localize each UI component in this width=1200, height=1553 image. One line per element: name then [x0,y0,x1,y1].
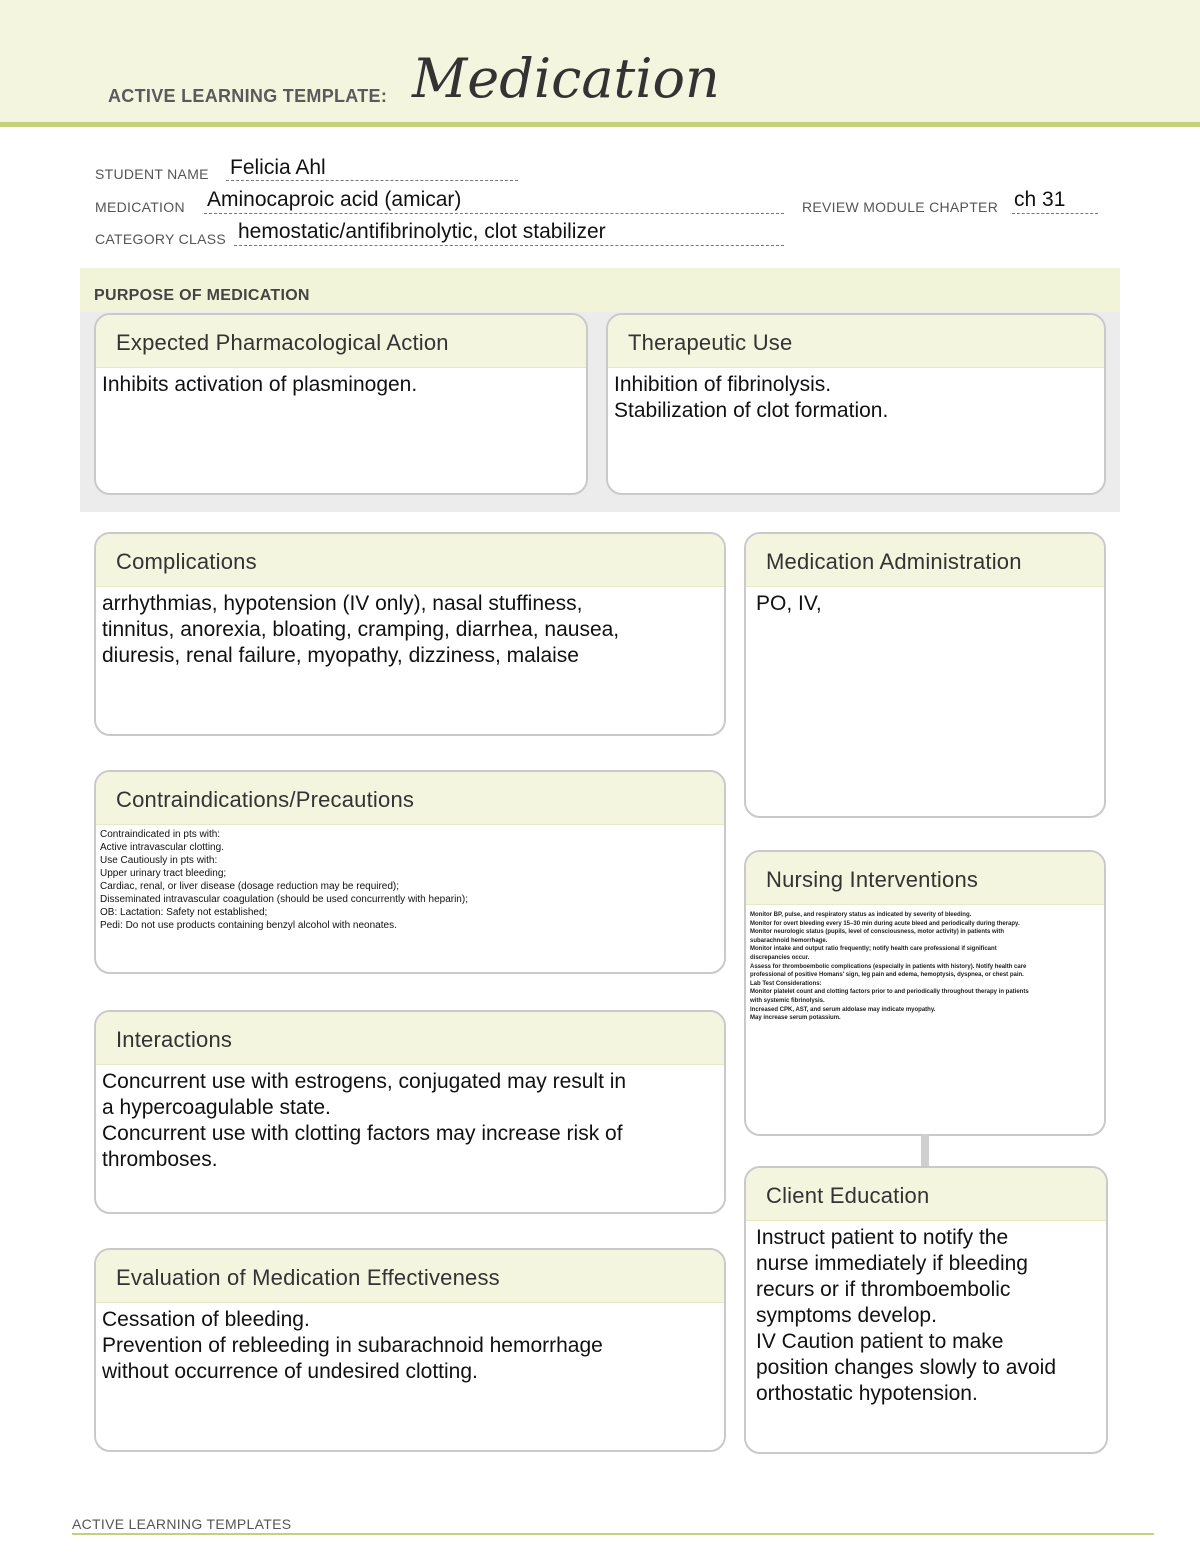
student-name-label: STUDENT NAME [95,166,209,182]
student-name-line [226,180,518,181]
administration-card [744,532,1106,818]
contraindications-heading: Contraindications/Precautions [96,772,724,825]
therapeutic-use-text[interactable]: Inhibition of fibrinolysis. Stabilization of clot formation. [614,373,889,422]
footer-label: ACTIVE LEARNING TEMPLATES [72,1516,292,1532]
category-class-label: CATEGORY CLASS [95,231,227,247]
administration-text[interactable]: PO, IV, [756,592,822,615]
client-education-heading: Client Education [746,1168,1106,1221]
category-class-field[interactable]: hemostatic/antifibrinolytic, clot stabilizer [238,220,606,243]
medication-label: MEDICATION [95,199,185,215]
complications-heading: Complications [96,534,724,587]
contraindications-text[interactable]: Contraindicated in pts with: Active intravascular clotting. Use Cautiously in pts with: Upper urinary tract bleeding; Cardiac, renal, or liver disease (dosage reduction may be required); Disseminated intravascular coagulation (should be used concurrently with heparin); OB: Lactation: Safety not established; Pedi: Do not use products containing benzyl alcohol with neonates. [100,829,468,931]
contraindications-card [94,770,726,974]
complications-card [94,532,726,736]
expected-action-heading: Expected Pharmacological Action [96,315,586,368]
interactions-text[interactable]: Concurrent use with estrogens, conjugated may result in a hypercoagulable state. Concurrent use with clotting factors may increase risk of thromboses. [102,1070,627,1171]
evaluation-card [94,1248,726,1452]
student-name-field[interactable]: Felicia Ahl [230,156,326,179]
footer-rule [72,1533,1154,1535]
nursing-interventions-heading: Nursing Interventions [746,852,1104,905]
client-education-card [744,1166,1108,1454]
therapeutic-use-card [606,313,1106,495]
administration-heading: Medication Administration [746,534,1104,587]
evaluation-heading: Evaluation of Medication Effectiveness [96,1250,724,1303]
evaluation-text[interactable]: Cessation of bleeding. Prevention of rebleeding in subarachnoid hemorrhage without occurrence of undesired clotting. [102,1308,603,1383]
template-label: ACTIVE LEARNING TEMPLATE: [108,86,388,106]
review-module-line [1012,213,1098,214]
nursing-interventions-card [744,850,1106,1136]
expected-action-text[interactable]: Inhibits activation of plasminogen. [102,373,418,396]
purpose-title: PURPOSE OF MEDICATION [94,287,310,304]
client-education-text[interactable]: Instruct patient to notify the nurse immediately if bleeding recurs or if thromboembolic symptoms develop. IV Caution patient to make position changes slowly to avoid orthostatic hypotension. [756,1226,1057,1405]
interactions-card [94,1010,726,1214]
interactions-heading: Interactions [96,1012,724,1065]
card-connector [921,1134,929,1166]
medication-line [204,213,784,214]
review-module-field[interactable]: ch 31 [1014,188,1066,211]
category-class-line [234,245,784,246]
header-rule [0,122,1200,127]
template-title: Medication [412,47,720,110]
medication-field[interactable]: Aminocaproic acid (amicar) [207,188,462,211]
review-module-label: REVIEW MODULE CHAPTER [802,199,999,215]
nursing-interventions-text[interactable]: Monitor BP, pulse, and respiratory status as indicated by severity of bleeding. Monitor for overt bleeding every 15–30 min during acute bleed and periodically during therapy. Monitor neurologic status (pupils, level of consciousness, motor activity) in patients with subarachnoid hemorrhage. Monitor intake and output ratio frequently; notify health care professional if significant discrepancies occur. Assess for thromboembolic complications (especially in patients with history). Notify health care professional of positive Homans' sign, leg pain and edema, hemoptysis, dyspnea, or chest pain. Lab Test Considerations: Monitor platelet count and clotting factors prior to and periodically throughout therapy in patients with systemic fibrinolysis. Increased CPK, AST, and serum aldolase may indicate myopathy. May increase serum potassium. [750,912,1029,1022]
therapeutic-use-heading: Therapeutic Use [608,315,1104,368]
expected-action-card [94,313,588,495]
complications-text[interactable]: arrhythmias, hypotension (IV only), nasal stuffiness, tinnitus, anorexia, bloating, cramping, diarrhea, nausea, diuresis, renal failure, myopathy, dizziness, malaise [102,592,620,667]
